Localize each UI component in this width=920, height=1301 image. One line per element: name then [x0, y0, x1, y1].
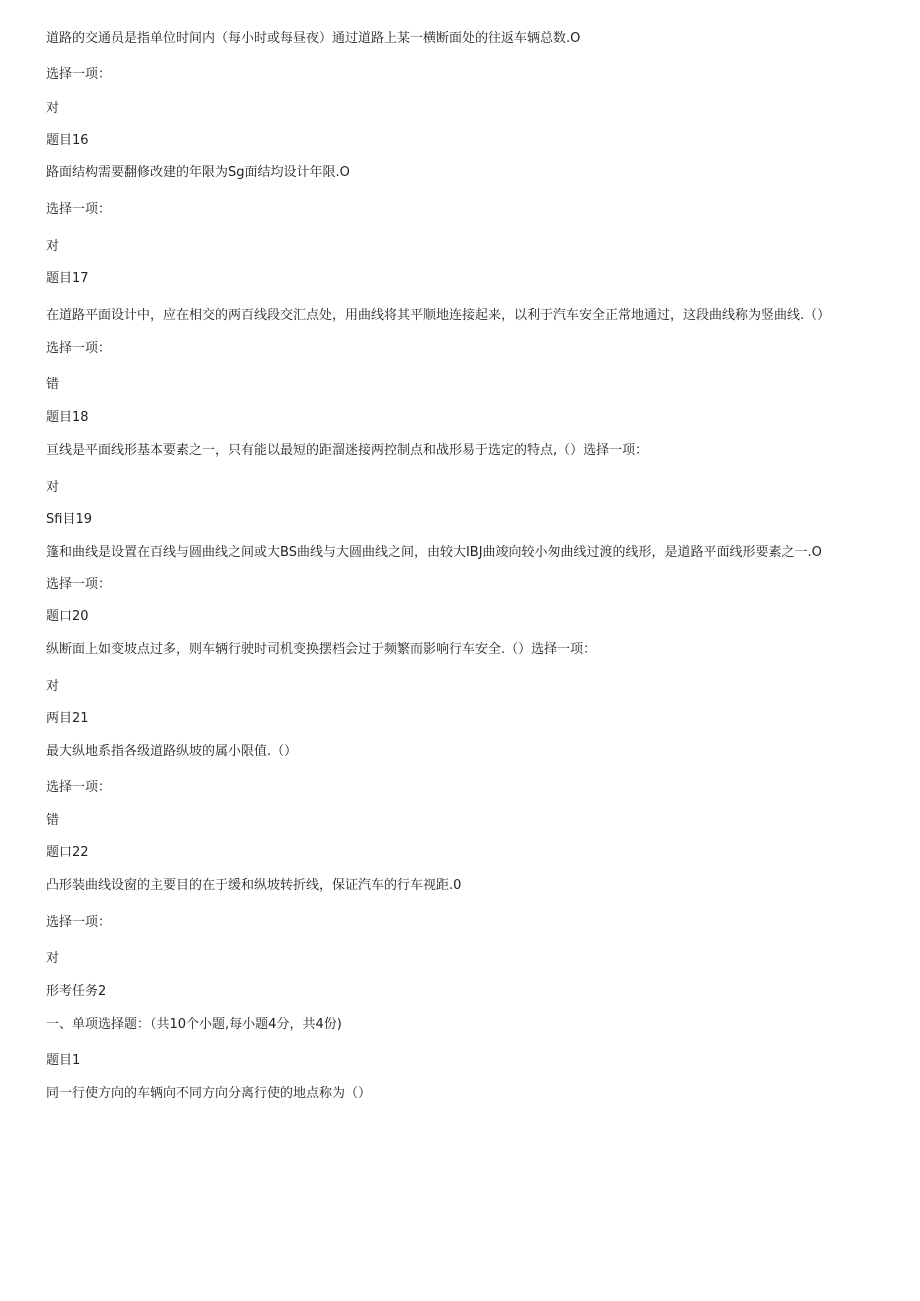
- question-heading-1: 题目1: [46, 1053, 81, 1068]
- question-heading-16: 题目16: [46, 133, 89, 148]
- choose-one-label: 选择一项：: [46, 341, 112, 356]
- choose-one-label: 选择一项：: [46, 780, 112, 795]
- answer-text: 错: [46, 813, 60, 828]
- question-1-text: 同一行使方向的车辆向不同方向分离行使的地点称为（）: [46, 1086, 372, 1101]
- question-heading-18: 题目18: [46, 410, 89, 425]
- choose-one-label: 选择一项：: [46, 577, 112, 592]
- question-21-text: 最大纵地系指各级道路纵坡的属小限值.（）: [46, 744, 298, 759]
- question-16-text: 路面结构需要翻修改建的年限为Sg面结均设计年限.O: [46, 165, 350, 180]
- question-18-text: 亘线是平面线形基本要素之一，只有能以最短的距溜迷接两控制点和战形易于选定的特点,（）选择一项：: [46, 443, 649, 458]
- answer-text: 对: [46, 679, 60, 694]
- question-heading-22: 题口22: [46, 845, 89, 860]
- choose-one-label: 选择一项：: [46, 915, 112, 930]
- answer-text: 对: [46, 951, 60, 966]
- question-heading-19: Sfi目19: [46, 512, 92, 527]
- answer-text: 对: [46, 480, 60, 495]
- question-heading-20: 题口20: [46, 609, 89, 624]
- question-heading-17: 题目17: [46, 271, 89, 286]
- question-19-text: 篷和曲线是设置在百线与圆曲线之间或大BS曲线与大圆曲线之间，由较大IBJ曲竣向较小匆曲线过渡的线形，是道路平面线形要素之一.O: [46, 545, 822, 560]
- choose-one-label: 选择一项：: [46, 67, 112, 82]
- section-subtitle: 一、单项选择题：（共10个小题,每小题4分，共4份): [46, 1017, 342, 1032]
- answer-text: 错: [46, 377, 60, 392]
- answer-text: 对: [46, 101, 60, 116]
- choose-one-label: 选择一项：: [46, 202, 112, 217]
- question-17-text: 在道路平面设计中，应在相交的两百线段交汇点处，用曲线将其平顺地连接起来，以利于汽车安全正常地通过，这段曲线称为竖曲线.（）: [46, 308, 831, 323]
- question-heading-21: 两目21: [46, 711, 89, 726]
- answer-text: 对: [46, 239, 60, 254]
- section-title: 形考任务2: [46, 984, 107, 999]
- question-15-text: 道路的交通员是指单位时间内（每小时或每昼夜）通过道路上某一横断面处的往返车辆总数.O: [46, 31, 581, 46]
- question-20-text: 纵断面上如变坡点过多，则车辆行驶时司机变换摆档会过于频繁而影响行车安全.（）选择一项：: [46, 642, 597, 657]
- question-22-text: 凸形装曲线设窗的主要目的在于缓和纵坡转折线，保证汽车的行车视距.0: [46, 878, 462, 893]
